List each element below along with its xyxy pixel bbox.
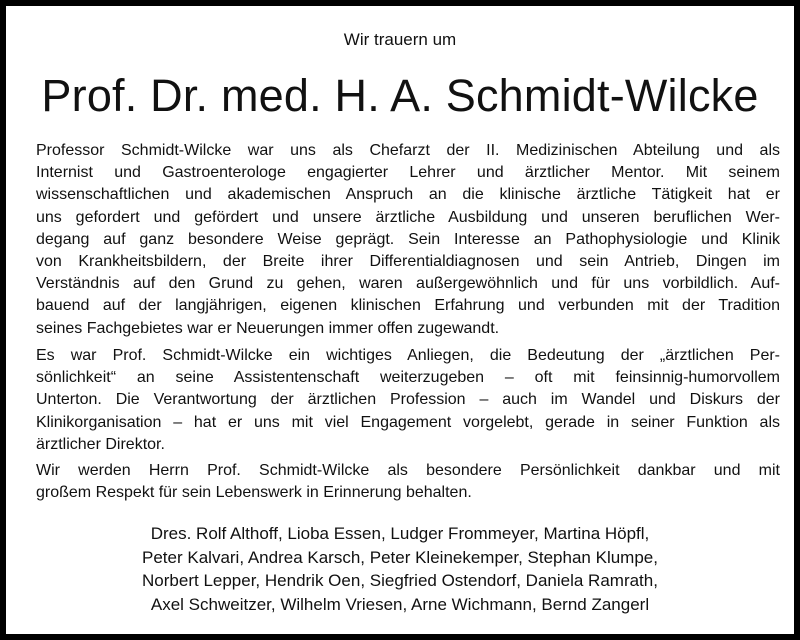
paragraph-line: Verständnis auf den Grund zu gehen, waren außergewöhnlich und für uns vorbildlich. Auf- xyxy=(36,275,780,293)
paragraph-line: degang auf ganz besondere Weise geprägt. Sein Interesse an Pathophysiologie und Klinik xyxy=(36,230,780,248)
paragraph-3 xyxy=(36,460,780,504)
signers-block xyxy=(6,522,794,616)
signers-line: Norbert Lepper, Hendrik Oen, Siegfried Ostendorf, Daniela Ramrath, xyxy=(142,571,658,590)
paragraph-line: Klinikorganisation – hat er uns mit viel Engagement vorgelebt, gerade in seiner Funktion als xyxy=(36,413,780,431)
intro-line: Wir trauern um xyxy=(343,30,457,49)
paragraph-line: Unterton. Die Verantwortung der ärztlichen Profession – auch im Wandel und Diskurs der xyxy=(36,391,780,409)
paragraph-line: von Krankheitsbildern, der Breite ihrer Differentialdiagnosen und sein Antrieb, Dingen im xyxy=(36,252,780,270)
paragraph-1 xyxy=(36,140,780,340)
signers-line: Dres. Rolf Althoff, Lioba Essen, Ludger Frommeyer, Martina Höpfl, xyxy=(150,524,650,543)
paragraph-line: Es war Prof. Schmidt-Wilcke ein wichtiges Anliegen, die Bedeutung der „ärztlichen Per- xyxy=(36,347,780,364)
paragraph-line: wissenschaftlichen und akademischen Anspruch an die klinische ärztliche Tätigkeit hat er xyxy=(36,186,780,204)
paragraph-line: Wir werden Herrn Prof. Schmidt-Wilcke als besondere Persönlichkeit dankbar und mit xyxy=(36,462,780,479)
paragraph-2 xyxy=(36,345,780,456)
paragraph-line: ärztlicher Direktor. xyxy=(36,435,165,453)
paragraph-line: bauend auf der langjährigen, eigenen klinischen Erfahrung und verbunden mit der Tradition xyxy=(36,297,780,315)
paragraph-line: Internist und Gastroenterologe engagierter Lehrer und ärztlicher Mentor. Mit seinem xyxy=(36,164,780,182)
paragraph-line: uns gefordert und gefördert und unsere ärztliche Ausbildung und unseren beruflichen Wer- xyxy=(36,208,780,226)
paragraph-line: seines Fachgebietes war er Neuerungen immer offen zugewandt. xyxy=(36,319,500,337)
paragraph-line: großem Respekt für sein Lebenswerk in Erinnerung behalten. xyxy=(36,484,472,502)
paragraph-line: Professor Schmidt-Wilcke war uns als Chefarzt der II. Medizinischen Abteilung und als xyxy=(36,142,780,159)
deceased-name: Prof. Dr. med. H. A. Schmidt-Wilcke xyxy=(41,70,759,121)
signers-line: Axel Schweitzer, Wilhelm Vriesen, Arne Wichmann, Bernd Zangerl xyxy=(150,594,650,614)
signers-line: Peter Kalvari, Andrea Karsch, Peter Kleinekemper, Stephan Klumpe, xyxy=(142,547,658,567)
paragraph-line: sönlichkeit“ an seine Assistentenschaft weiterzugeben – oft mit feinsinnig-humorvollem xyxy=(36,369,780,387)
